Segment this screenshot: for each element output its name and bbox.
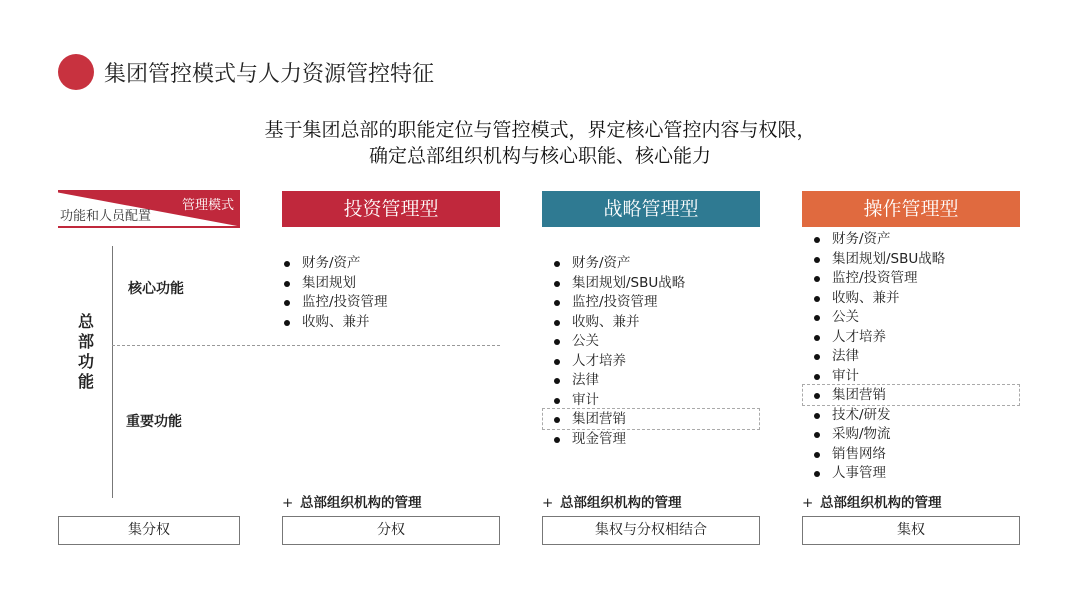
bullet-icon [814,296,820,302]
list-item: 收购、兼并 [812,289,945,309]
page-title: 集团管控模式与人力资源管控特征 [104,62,435,87]
list-item: 公关 [812,308,945,328]
bullet-icon [814,413,820,419]
side-divider-line [112,246,113,498]
list-item: 集团规划/SBU战略 [812,250,945,270]
list-item: 财务/资产 [812,230,945,250]
bullet-icon [814,374,820,380]
list-item: 收购、兼并 [552,313,685,333]
list-item: 监控/投资管理 [282,293,388,313]
operational-function-list [812,230,945,484]
important-function-label: 重要功能 [126,414,182,430]
list-item: 公关 [552,332,685,352]
column-header-investment: 投资管理型 [282,191,500,227]
list-item: 销售网络 [812,445,945,465]
list-item: 现金管理 [552,430,685,450]
bullet-icon [554,320,560,326]
list-item: 人才培养 [812,328,945,348]
bullet-icon [284,281,290,287]
list-item: 监控/投资管理 [552,293,685,313]
bullet-icon [814,335,820,341]
column-header-strategic: 战略管理型 [542,191,760,227]
bottom-box-operational: 集权 [802,516,1020,545]
title-bullet-icon [58,54,94,90]
bullet-icon [284,320,290,326]
list-item: 采购/物流 [812,425,945,445]
list-item: 财务/资产 [282,254,388,274]
bullet-icon [814,354,820,360]
plus-icon: + [802,495,814,511]
subtitle-line-2: 确定总部组织机构与核心职能、核心能力 [368,145,711,167]
bullet-icon [554,417,560,423]
footer-note-operational: + 总部组织机构的管理 [802,495,942,511]
row-separator [112,345,500,346]
list-item: 集团营销 [812,386,945,406]
list-item: 收购、兼并 [282,313,388,333]
investment-function-list [282,254,388,332]
bullet-icon [554,398,560,404]
list-item: 集团规划/SBU战略 [552,274,685,294]
list-item: 审计 [812,367,945,387]
footer-note-strategic: + 总部组织机构的管理 [542,495,682,511]
bullet-icon [814,237,820,243]
bullet-icon [814,432,820,438]
subtitle-line-1: 基于集团总部的职能定位与管控模式，界定核心管控内容与权限， [264,119,816,141]
bullet-icon [814,471,820,477]
core-function-label: 核心功能 [128,281,184,297]
list-item: 财务/资产 [552,254,685,274]
bullet-icon [554,359,560,365]
bottom-box-label: 集分权 [58,516,240,545]
bullet-icon [554,281,560,287]
bullet-icon [554,378,560,384]
corner-label-mode: 管理模式 [181,198,234,213]
bullet-icon [554,437,560,443]
corner-label-function: 功能和人员配置 [60,209,152,224]
header-corner-cell [58,190,240,228]
bullet-icon [554,261,560,267]
list-item: 技术/研发 [812,406,945,426]
plus-icon: + [542,495,554,511]
side-vertical-label: 总部功能 [78,312,95,391]
footer-note-investment: + 总部组织机构的管理 [282,495,422,511]
plus-icon: + [282,495,294,511]
bullet-icon [814,276,820,282]
list-item: 集团规划 [282,274,388,294]
column-header-operational: 操作管理型 [802,191,1020,227]
bullet-icon [284,261,290,267]
list-item: 法律 [552,371,685,391]
strategic-function-list [552,254,685,449]
bullet-icon [284,300,290,306]
list-item: 监控/投资管理 [812,269,945,289]
list-item: 人才培养 [552,352,685,372]
list-item: 法律 [812,347,945,367]
bullet-icon [814,257,820,263]
bullet-icon [814,452,820,458]
bullet-icon [814,393,820,399]
bullet-icon [554,339,560,345]
list-item: 人事管理 [812,464,945,484]
list-item: 集团营销 [552,410,685,430]
list-item: 审计 [552,391,685,411]
bullet-icon [554,300,560,306]
bottom-box-investment: 分权 [282,516,500,545]
bullet-icon [814,315,820,321]
bottom-box-strategic: 集权与分权相结合 [542,516,760,545]
